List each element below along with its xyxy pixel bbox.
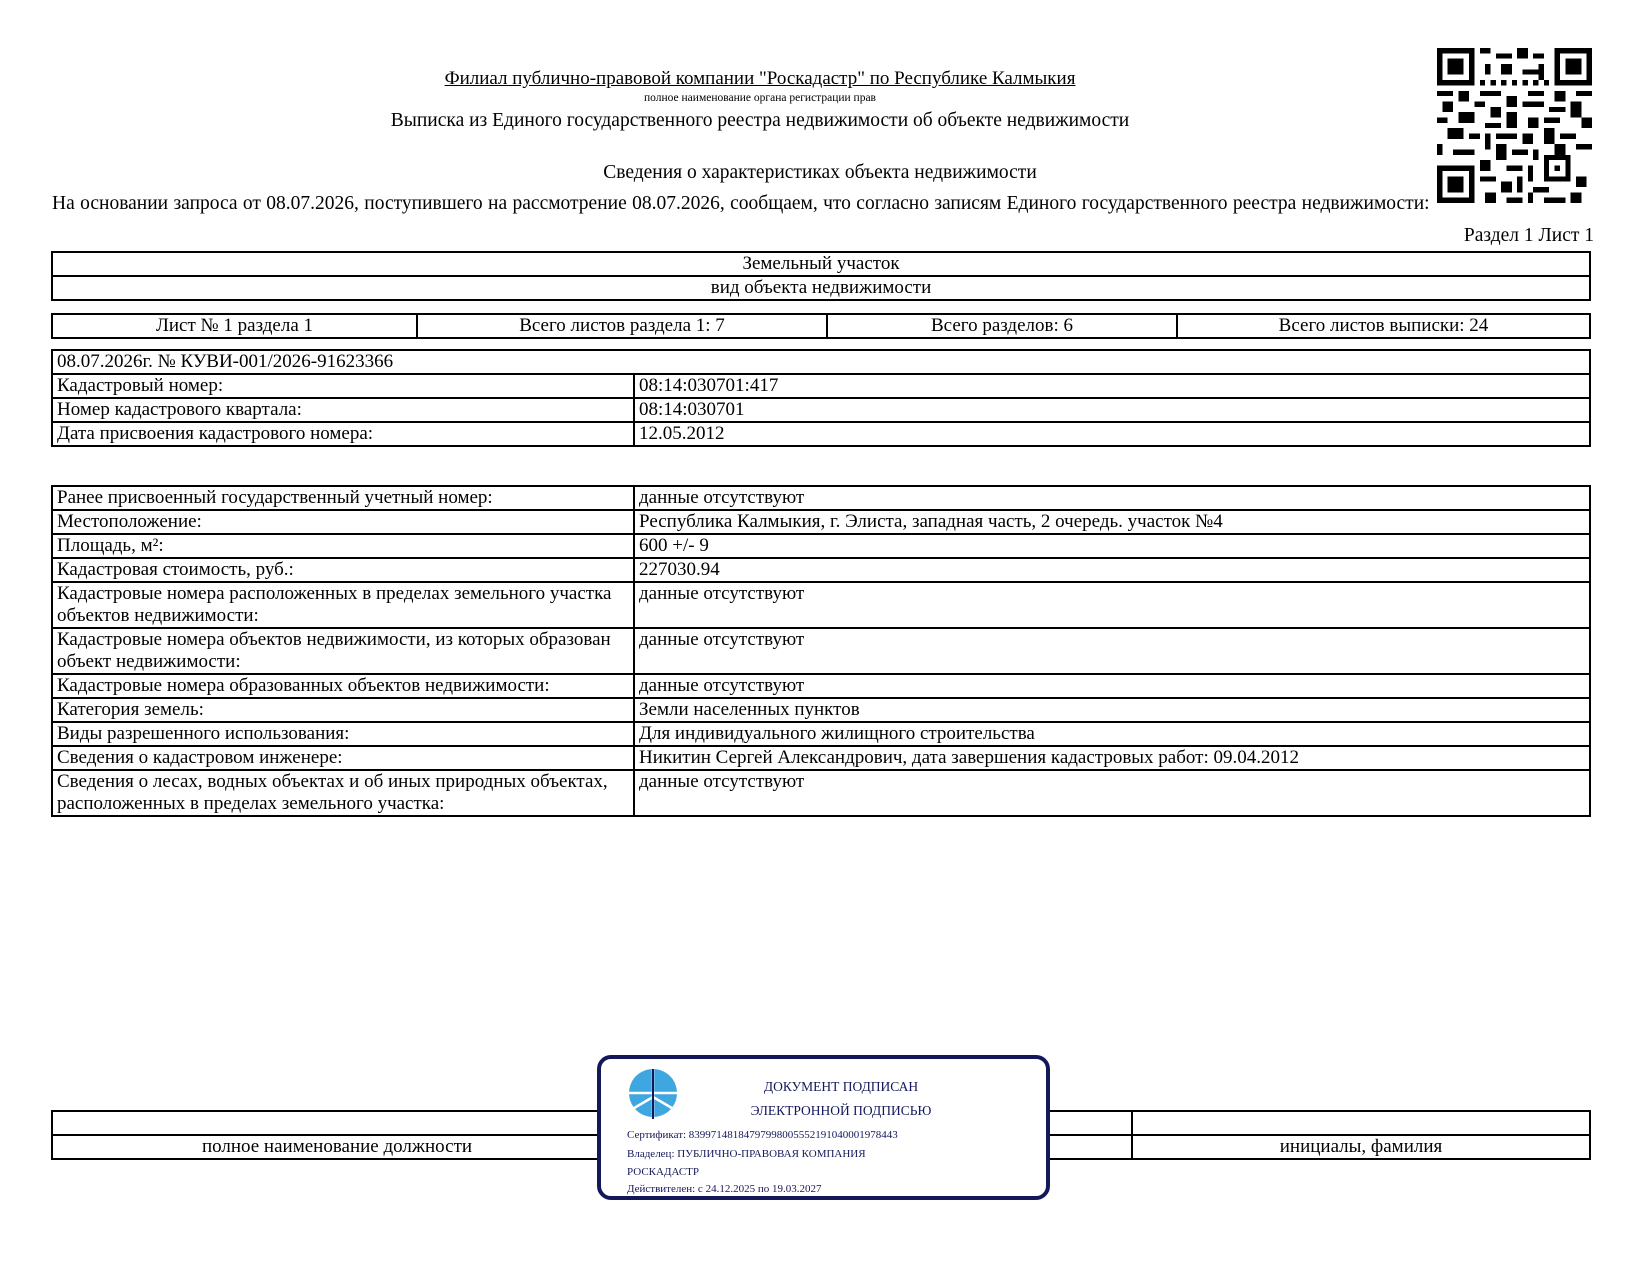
row-value: 227030.94 [634,558,1590,582]
position-blank [52,1111,622,1135]
row-value: 12.05.2012 [634,422,1590,446]
basis-text: На основании запроса от 08.07.2026, поступившего на рассмотрение 08.07.2026, сообщаем, что согласно записям Единого государственного реестра недвижимости: [52,193,1430,214]
row-value: данные отсутствуют [634,582,1590,628]
table-row [52,510,1590,534]
row-value: данные отсутствуют [634,486,1590,510]
stamp-owner-1: Владелец: ПУБЛИЧНО-ПРАВОВАЯ КОМПАНИЯ [627,1148,866,1160]
document-title: Выписка из Единого государственного реестра недвижимости об объекте недвижимости [390,110,1130,131]
sheets-table [51,313,1591,339]
organization-name: Филиал публично-правовой компании "Роскадастр" по Республике Калмыкия [444,68,1076,89]
row-value: 600 +/- 9 [634,534,1590,558]
row-value: 08:14:030701 [634,398,1590,422]
row-label: Категория земель: [52,698,634,722]
row-value: данные отсутствуют [634,674,1590,698]
row-label: Номер кадастрового квартала: [52,398,634,422]
section-reference: Раздел 1 Лист 1 [1463,225,1594,246]
row-value: Земли населенных пунктов [634,698,1590,722]
row-label: Ранее присвоенный государственный учетный номер: [52,486,634,510]
row-label: Кадастровые номера расположенных в пределах земельного участка объектов недвижимости: [52,582,634,628]
table-row [52,558,1590,582]
table-row [52,534,1590,558]
total-sheets: Всего листов выписки: 24 [1177,314,1590,338]
table-row [52,746,1590,770]
row-label: Кадастровые номера образованных объектов недвижимости: [52,674,634,698]
document-number: 08.07.2026г. № КУВИ-001/2026-91623366 [52,350,1590,374]
stamp-owner-2: РОСКАДАСТР [627,1166,700,1178]
electronic-signature-stamp [597,1055,1050,1200]
total-section-sheets: Всего листов раздела 1: 7 [417,314,827,338]
object-type-caption: вид объекта недвижимости [52,276,1590,300]
row-label: Кадастровые номера объектов недвижимости, из которых образован объект недвижимости: [52,628,634,674]
table-row [52,398,1590,422]
stamp-certificate: Сертификат: 839971481847979980055521910400019784​43 [627,1129,898,1141]
sheet-number: Лист № 1 раздела 1 [52,314,417,338]
row-value: Для индивидуального жилищного строительства [634,722,1590,746]
document-subtitle: Сведения о характеристиках объекта недвижимости [603,162,1037,183]
row-value: данные отсутствуют [634,770,1590,816]
table-row [52,674,1590,698]
total-sections: Всего разделов: 6 [827,314,1177,338]
row-value: 08:14:030701:417 [634,374,1590,398]
stamp-validity: Действителен: с 24.12.2025 по 19.03.2027 [627,1183,822,1195]
stamp-line-2: ЭЛЕКТРОННОЙ ПОДПИСЬЮ [750,1103,932,1118]
details-table [51,485,1591,817]
name-caption: инициалы, фамилия [1132,1135,1590,1159]
table-row [52,582,1590,628]
table-row [52,698,1590,722]
rosreestr-logo-icon [627,1067,679,1119]
position-caption: полное наименование должности [52,1135,622,1159]
row-label: Сведения о кадастровом инженере: [52,746,634,770]
organization-caption: полное наименование органа регистрации прав [644,92,876,104]
name-blank [1132,1111,1590,1135]
table-row [52,628,1590,674]
table-row [52,722,1590,746]
row-label: Сведения о лесах, водных объектах и об иных природных объектах, расположенных в пределах земельного участка: [52,770,634,816]
table-row [52,770,1590,816]
row-value: Никитин Сергей Александрович, дата завершения кадастровых работ: 09.04.2012 [634,746,1590,770]
table-row [52,486,1590,510]
stamp-line-1: ДОКУМЕНТ ПОДПИСАН [763,1079,919,1094]
row-label: Дата присвоения кадастрового номера: [52,422,634,446]
row-label: Кадастровая стоимость, руб.: [52,558,634,582]
qr-code-icon [1437,48,1592,203]
row-label: Кадастровый номер: [52,374,634,398]
row-value: Республика Калмыкия, г. Элиста, западная часть, 2 очередь. участок №4 [634,510,1590,534]
row-label: Площадь, м²: [52,534,634,558]
row-value: данные отсутствуют [634,628,1590,674]
table-row [52,374,1590,398]
table-row [52,422,1590,446]
row-label: Виды разрешенного использования: [52,722,634,746]
object-type: Земельный участок [52,252,1590,276]
object-type-table [51,251,1591,301]
identification-table [51,349,1591,447]
row-label: Местоположение: [52,510,634,534]
